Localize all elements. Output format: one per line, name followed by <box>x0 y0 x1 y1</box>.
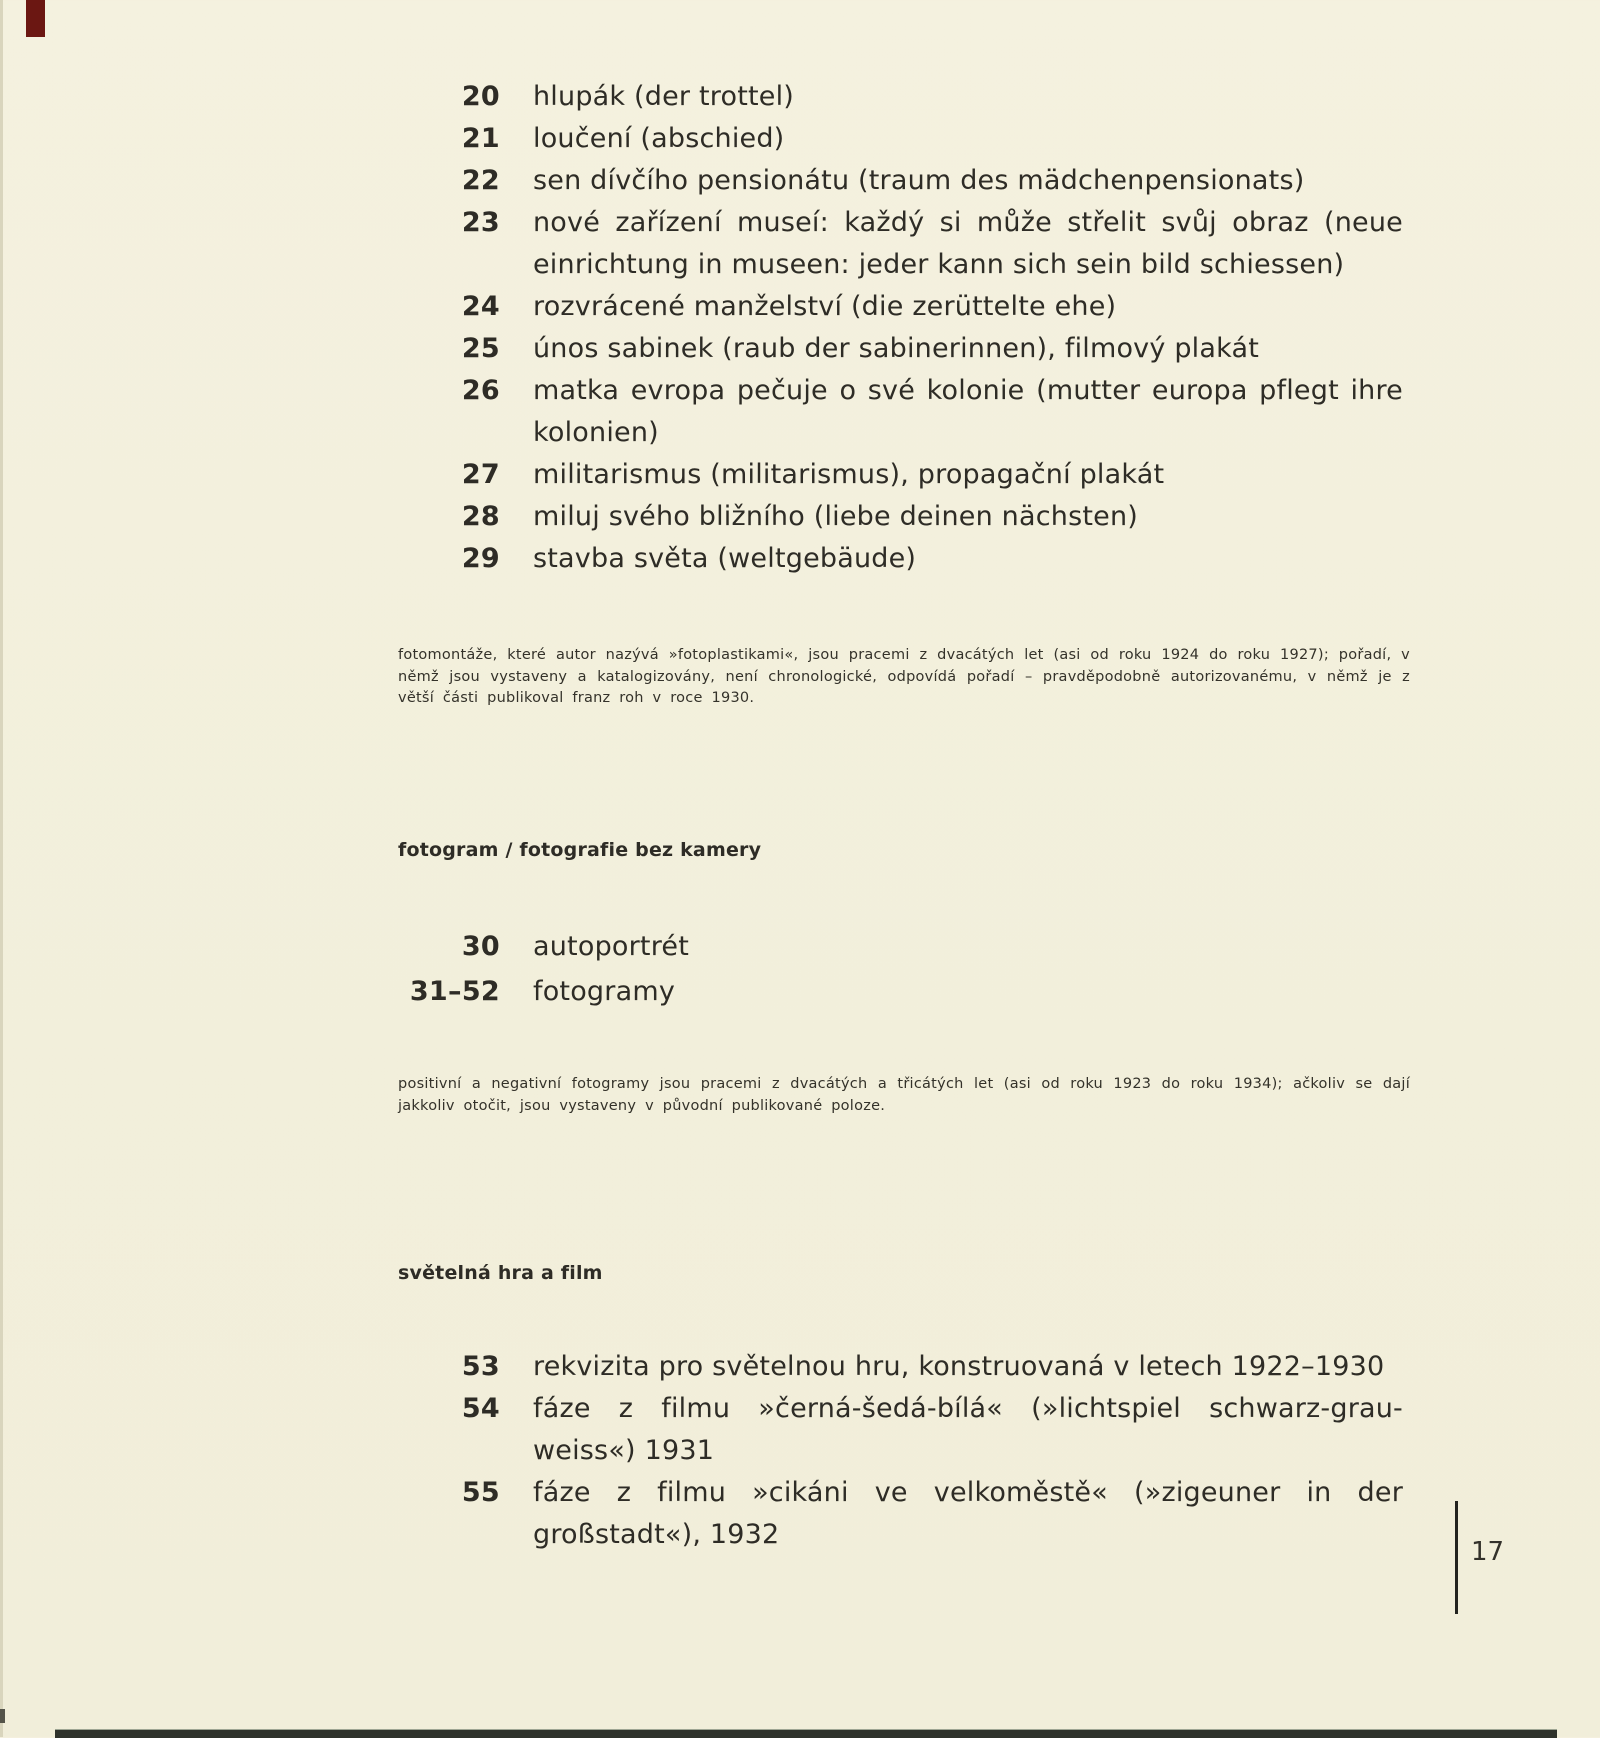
item-number: 28 <box>461 501 500 532</box>
list-item <box>400 496 1410 538</box>
fotogram-note: positivní a negativní fotogramy jsou pracemi z dvacátých a třicátých let (asi od roku 1923 do roku 1934); ačkoliv se dají jakkoliv otočit, jsou vystaveny v původní publikované poloze. <box>398 1076 1410 1114</box>
list-item <box>400 924 1410 969</box>
item-number: 21 <box>461 123 500 154</box>
list-item <box>400 538 1410 580</box>
item-number: 27 <box>461 459 500 490</box>
scan-mark-bottom-left <box>0 1709 5 1723</box>
item-number: 25 <box>461 333 500 364</box>
item-text: únos sabinek (raub der sabinerinnen), filmový plakát <box>533 333 1260 364</box>
list-item <box>400 454 1410 496</box>
list-item <box>400 76 1410 118</box>
list-item <box>400 370 1410 454</box>
list-item <box>400 160 1410 202</box>
item-number: 26 <box>461 375 500 406</box>
item-text: miluj svého bližního (liebe deinen nächsten) <box>533 501 1138 532</box>
page-number-rule <box>1455 1501 1458 1614</box>
item-number: 53 <box>461 1351 500 1382</box>
item-number: 20 <box>461 81 500 112</box>
section-heading-svetelna-hra: světelná hra a film <box>398 1262 603 1284</box>
item-number: 23 <box>461 207 500 238</box>
fotogram-list <box>400 924 1410 1014</box>
fotomontage-note: fotomontáže, které autor nazývá »fotoplastikami«, jsou pracemi z dvacátých let (asi od roku 1924 do roku 1927); pořadí, v němž jsou vystaveny a katalogizovány, není chronologické, odpovídá pořadí – pravděpodobně autorizovanému, v němž je z větší části publikoval franz roh v roce 1930. <box>398 647 1410 706</box>
item-text: autoportrét <box>533 931 690 962</box>
item-number: 55 <box>461 1477 500 1508</box>
item-text: matka evropa pečuje o své kolonie (mutter europa pflegt ihre kolonien) <box>533 375 1403 448</box>
list-item <box>400 1388 1410 1472</box>
list-item <box>400 328 1410 370</box>
item-text: hlupák (der trottel) <box>533 81 795 112</box>
item-text: stavba světa (weltgebäude) <box>533 543 917 574</box>
fotomontage-list <box>400 76 1410 580</box>
item-text: rekvizita pro světelnou hru, konstruovaná v letech 1922–1930 <box>533 1351 1385 1382</box>
list-item <box>400 969 1410 1014</box>
list-item <box>400 1346 1410 1388</box>
list-item <box>400 118 1410 160</box>
item-number: 30 <box>461 931 500 962</box>
item-text: nové zařízení museí: každý si může střelit svůj obraz (neue einrichtung in museen: jeder kann sich sein bild schiessen) <box>533 207 1403 280</box>
svetelna-hra-list <box>400 1346 1410 1556</box>
item-text: loučení (abschied) <box>533 123 785 154</box>
item-text: fáze z filmu »cikáni ve velkoměstě« (»zigeuner in der großstadt«), 1932 <box>533 1477 1403 1550</box>
scan-mark-top-left <box>26 0 45 37</box>
item-text: militarismus (militarismus), propagační plakát <box>533 459 1165 490</box>
item-number: 22 <box>461 165 500 196</box>
item-number: 29 <box>461 543 500 574</box>
list-item <box>400 286 1410 328</box>
page-number: 17 <box>1471 1537 1505 1567</box>
list-item <box>400 1472 1410 1556</box>
item-number: 24 <box>461 291 500 322</box>
item-number: 31–52 <box>409 976 500 1007</box>
item-number: 54 <box>461 1393 500 1424</box>
section-heading-fotogram: fotogram / fotografie bez kamery <box>398 839 762 861</box>
item-text: fáze z filmu »černá-šedá-bílá« (»lichtspiel schwarz-grau-weiss«) 1931 <box>533 1393 1403 1466</box>
item-text: rozvrácené manželství (die zerüttelte ehe) <box>533 291 1117 322</box>
list-item <box>400 202 1410 286</box>
item-text: fotogramy <box>533 976 675 1007</box>
item-text: sen dívčího pensionátu (traum des mädchenpensionats) <box>533 165 1305 196</box>
paper-left-edge <box>0 0 3 1737</box>
